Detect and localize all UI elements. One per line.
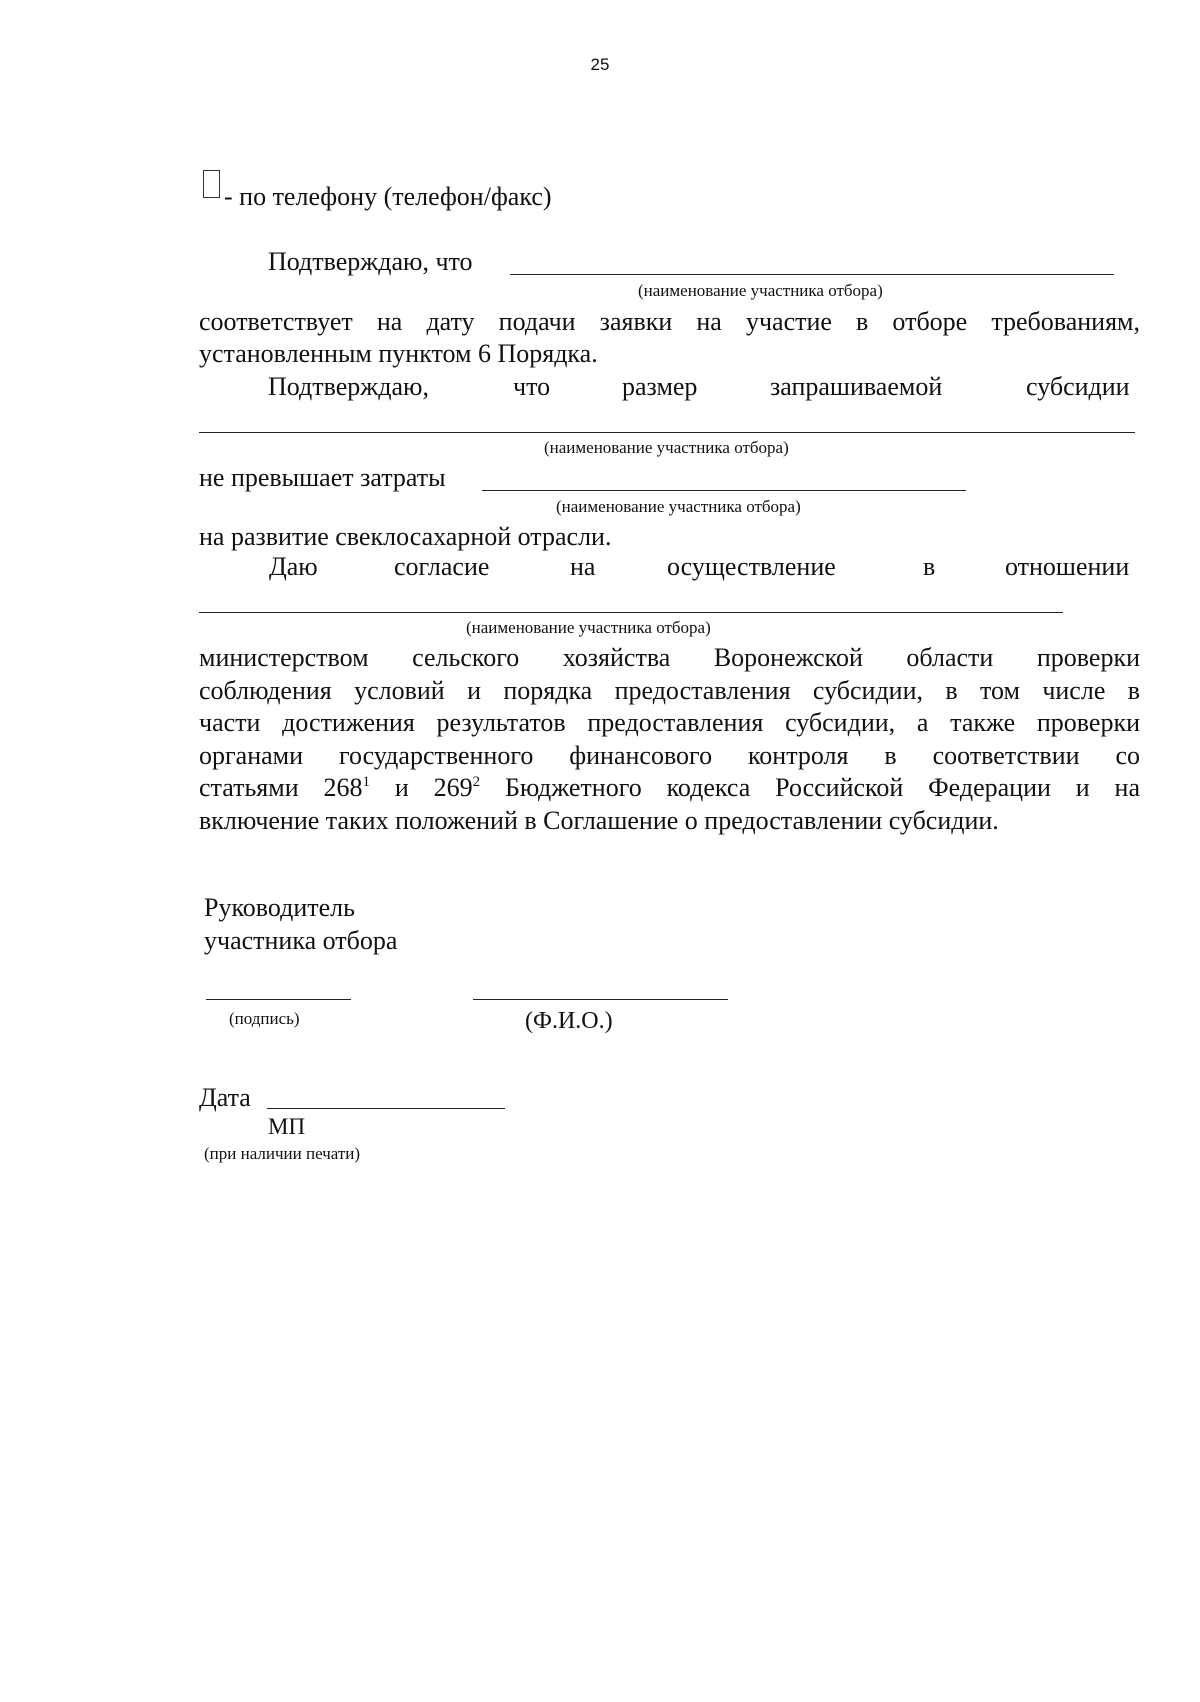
signature-caption: (подпись) [229,1009,300,1028]
consent-word-3: на [570,552,596,581]
consent-line-3: части достижения результатов предоставления субсидии, а также проверки [199,708,1140,737]
stamp-label: МП [268,1114,306,1139]
consent-line-1: министерством сельского хозяйства Воронежской области проверки [199,643,1140,672]
signature-title-2: участника отбора [204,926,398,955]
consent-blank-line [199,612,1063,613]
confirm2-word-1: Подтверждаю, [268,372,429,401]
confirm1-line2: установленным пунктом 6 Порядка. [199,339,598,368]
consent-line-6: включение таких положений в Соглашение о предоставлении субсидии. [199,805,999,835]
confirm1-lead: Подтверждаю, что [268,247,473,276]
signature-title-1: Руководитель [204,893,355,922]
consent-line5-a: статьями 268 [199,773,363,802]
consent-paragraph [199,642,1140,837]
confirm1-line1 [199,306,1140,338]
consent-word-1: Даю [269,552,318,581]
name-caption: (Ф.И.О.) [525,1008,613,1034]
consent-line-4: органами государственного финансового контроля в соответствии со [199,740,1140,770]
consent-word-2: согласие [394,552,490,581]
costs-lead: не превышает затраты [199,463,446,492]
phone-option-label: - по телефону (телефон/факс) [224,182,552,211]
consent-word-5: в [923,552,936,581]
consent-line5-c: Бюджетного кодекса Российской Федерации и на [480,773,1140,802]
consent-line5-sup1: 1 [362,774,370,790]
confirm2-word-5: субсидии [1026,372,1130,401]
consent-line5-b: и 269 [370,773,473,802]
confirm2-word-3: размер [622,372,698,401]
confirm2-word-2: что [513,372,551,401]
confirm2-word-4: запрашиваемой [770,372,943,401]
name-line [473,999,728,1000]
signature-line [206,999,351,1000]
consent-word-6: отношении [1005,552,1130,581]
consent-line-5 [199,772,1140,805]
confirm1-caption: (наименование участника отбора) [638,281,883,300]
costs-tail: на развитие свеклосахарной отрасли. [199,522,612,551]
stamp-note: (при наличии печати) [204,1144,361,1163]
page-number: 25 [590,55,610,74]
checkbox-phone[interactable] [203,170,220,198]
confirm1-line1-text: соответствует на дату подачи заявки на участие в отборе требованиям, [199,307,1140,336]
date-label: Дата [199,1083,251,1112]
confirm2-blank-line [199,432,1135,433]
consent-caption: (наименование участника отбора) [466,618,711,637]
costs-caption: (наименование участника отбора) [556,497,801,516]
consent-word-4: осуществление [667,552,836,581]
consent-line-2: соблюдения условий и порядка предоставления субсидии, в том числе в [199,675,1140,705]
consent-line5-sup2: 2 [472,774,481,790]
confirm1-blank-line [510,274,1114,275]
costs-blank-line [482,490,966,491]
confirm2-caption: (наименование участника отбора) [544,438,789,457]
date-line [267,1108,505,1109]
